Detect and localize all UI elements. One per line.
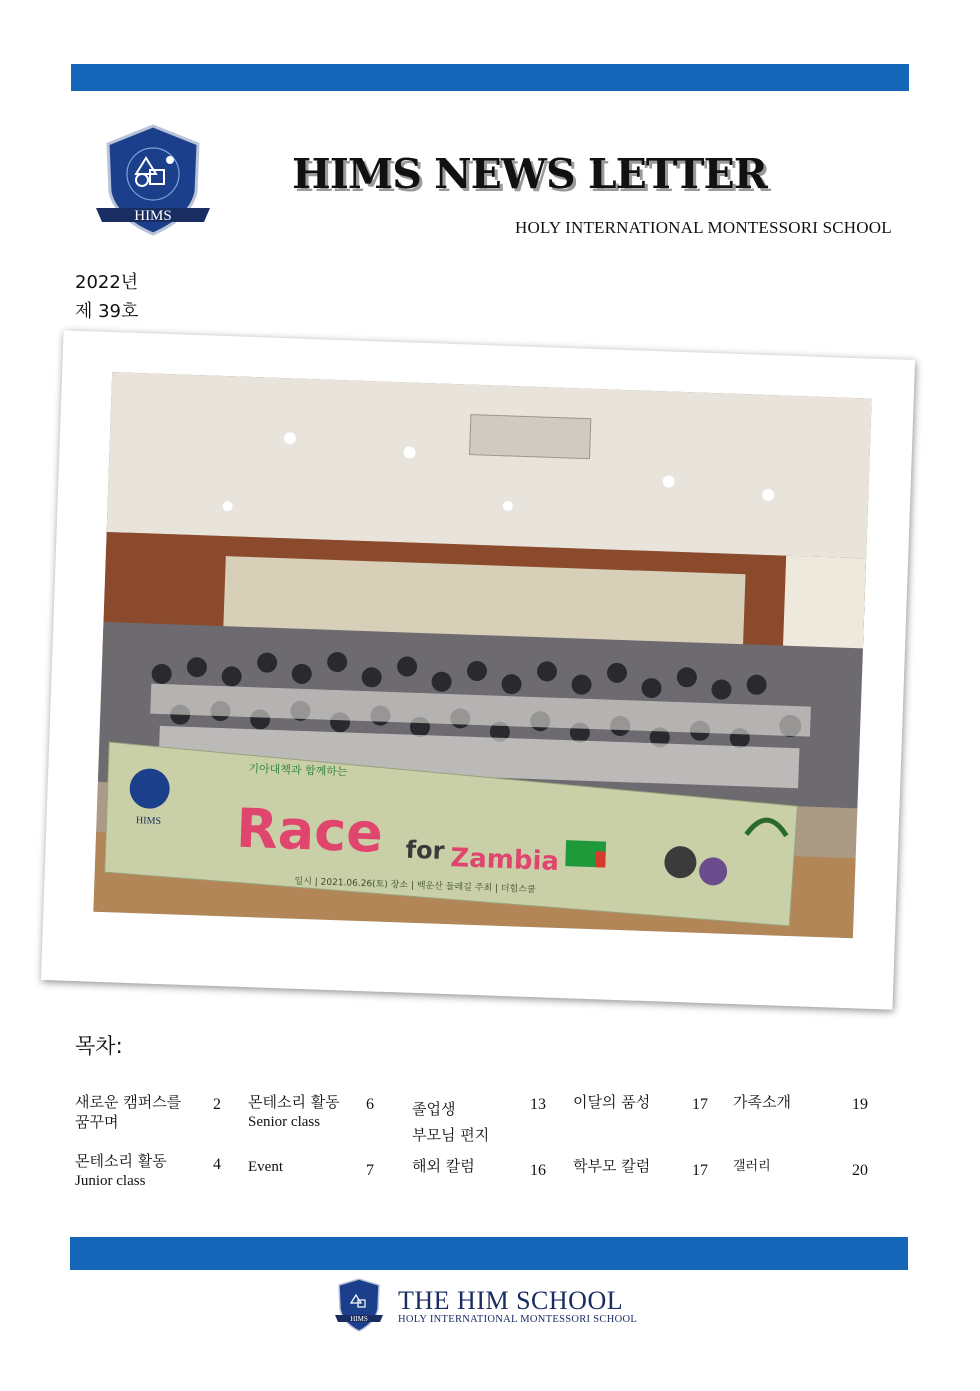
- toc-item-title: 새로운 캠퍼스를 꿈꾸며: [75, 1093, 182, 1131]
- toc-item-subtitle: 부모님 편지: [412, 1126, 490, 1144]
- toc-item[interactable]: [248, 1092, 340, 1132]
- toc-item[interactable]: [573, 1092, 650, 1112]
- toc-item[interactable]: [733, 1092, 791, 1112]
- toc-item-title: Event: [248, 1159, 283, 1175]
- newsletter-title: HIMS NEWS LETTER: [292, 150, 767, 198]
- school-subtitle: HOLY INTERNATIONAL MONTESSORI SCHOOL: [515, 218, 892, 237]
- toc-item[interactable]: [733, 1157, 771, 1177]
- issue-year: 2022년: [75, 272, 139, 293]
- svg-text:기아대책과 함께하는: 기아대책과 함께하는: [248, 762, 348, 779]
- group-photo: [93, 372, 871, 938]
- toc-page-number: 4: [213, 1156, 221, 1173]
- svg-text:Race: Race: [235, 796, 384, 865]
- cover-photo-frame: [41, 330, 915, 1009]
- hims-crest-logo: [92, 122, 214, 240]
- toc-page-number: 16: [530, 1162, 546, 1179]
- toc-item-title: 학부모 칼럼: [573, 1157, 651, 1175]
- toc-page-number: 6: [366, 1096, 374, 1113]
- svg-text:HIMS: HIMS: [134, 208, 172, 224]
- footer-school-subtitle: HOLY INTERNATIONAL MONTESSORI SCHOOL: [398, 1314, 638, 1325]
- toc-page-number: 17: [692, 1096, 708, 1113]
- toc-page-number: 2: [213, 1096, 221, 1113]
- toc-heading: 목차:: [75, 1034, 123, 1058]
- toc-item[interactable]: [573, 1156, 650, 1176]
- bottom-blue-bar: [70, 1237, 908, 1270]
- toc-item-title: 가족소개: [733, 1093, 791, 1111]
- svg-text:HIMS: HIMS: [135, 815, 162, 828]
- toc-page-number: 19: [852, 1096, 868, 1113]
- toc-item[interactable]: [412, 1096, 489, 1148]
- toc-page-number: 7: [366, 1162, 374, 1179]
- toc-item-title: 갤러리: [733, 1159, 771, 1174]
- toc-page-number: 17: [692, 1162, 708, 1179]
- svg-text:Zambia: Zambia: [449, 843, 560, 877]
- toc-item-title: 졸업생: [412, 1100, 456, 1118]
- toc-item-subtitle: Senior class: [248, 1114, 321, 1130]
- toc-item[interactable]: [75, 1092, 200, 1132]
- svg-text:HIMS: HIMS: [350, 1315, 368, 1323]
- svg-text:일시 | 2021.06.26(토) 장소 | 백운산: 일시 | 2021.06.26(토) 장소 | 백운산 둘레길 주최 | 더힘스쿨: [294, 876, 536, 896]
- svg-text:for: for: [405, 835, 445, 865]
- issue-number: 제 39호: [75, 301, 139, 322]
- toc-item[interactable]: [248, 1157, 283, 1177]
- toc-item-title: 몬테소리 활동: [248, 1093, 340, 1111]
- footer-crest-logo: [333, 1277, 385, 1333]
- toc-item[interactable]: [412, 1156, 475, 1176]
- toc-item-title: 몬테소리 활동: [75, 1152, 167, 1170]
- toc-item[interactable]: [75, 1151, 167, 1191]
- toc-item-title: 해외 칼럼: [412, 1157, 475, 1175]
- toc-item-subtitle: Junior class: [75, 1173, 146, 1189]
- toc-item-title: 이달의 품성: [573, 1093, 651, 1111]
- toc-page-number: 20: [852, 1162, 868, 1179]
- toc-page-number: 13: [530, 1096, 546, 1113]
- footer-school-name: THE HIM SCHOOL: [398, 1286, 624, 1315]
- top-blue-bar: [71, 64, 909, 91]
